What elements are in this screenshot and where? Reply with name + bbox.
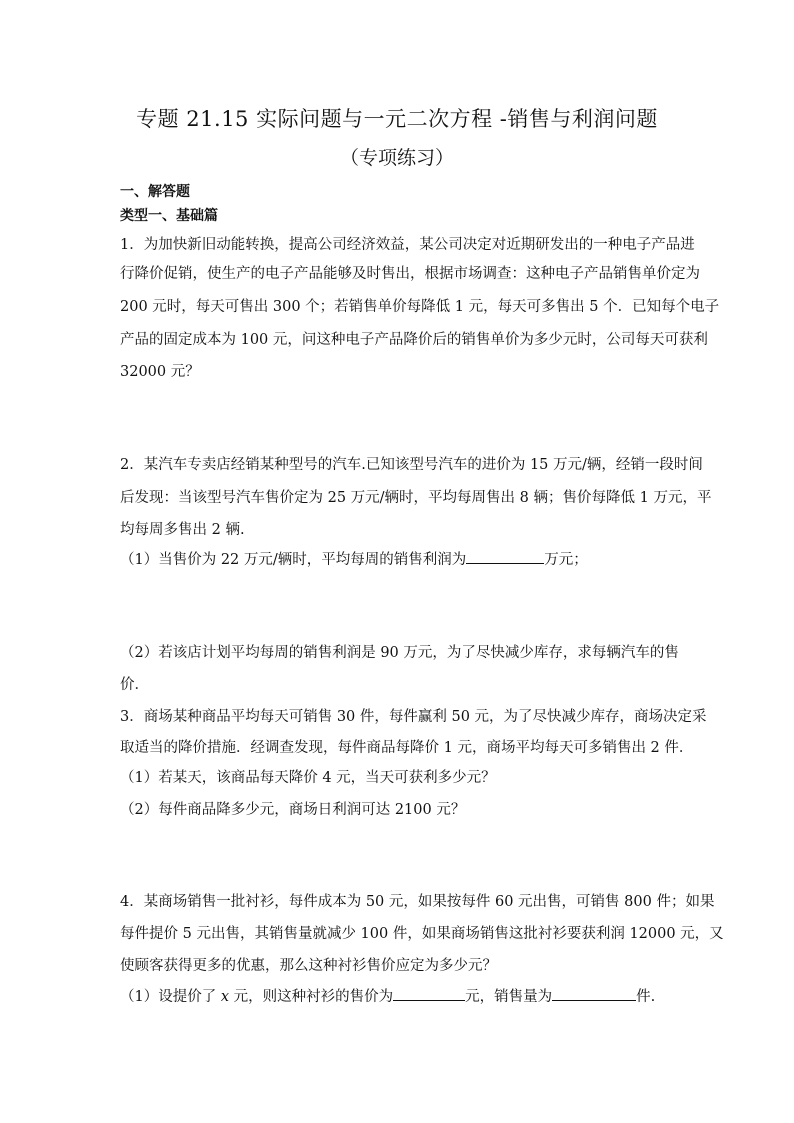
q3-sub-2: （2）每件商品降多少元，商场日利润可达 2100 元？	[120, 802, 466, 818]
q2-sub-1	[120, 549, 588, 571]
q4-sub-1-text-2: 元，则这种衬衫的售价为	[229, 989, 394, 1005]
answer-blank[interactable]	[466, 549, 544, 564]
q4-sub-1-text: （1）设提价了	[120, 989, 221, 1005]
page-subtitle: （专项练习）	[339, 147, 454, 169]
q2-sub-1-text: （1）当售价为 22 万元/辆时，平均每周的销售利润为	[120, 552, 467, 568]
q2-line-3: 均每周多售出 2 辆.	[120, 522, 245, 538]
q2-line-1: 2．某汽车专卖店经销某种型号的汽车.已知该型号汽车的进价为 15 万元/辆，经销一段时间	[120, 457, 703, 473]
q1-line-1: 1．为加快新旧动能转换，提高公司经济效益，某公司决定对近期研发出的一种电子产品进	[120, 237, 695, 253]
q3-line-1: 3．商场某种商品平均每天可销售 30 件，每件赢利 50 元，为了尽快减少库存，商场决定采	[120, 709, 707, 725]
q1-line-3: 200 元时，每天可售出 300 个；若销售单价每降低 1 元，每天可多售出 5 个．已知每个电子	[120, 299, 720, 315]
answer-blank-quantity[interactable]	[552, 986, 636, 1001]
q2-sub-2-line-2: 价．	[120, 677, 149, 693]
answer-blank-price[interactable]	[393, 986, 465, 1001]
q1-line-4: 产品的固定成本为 100 元，问这种电子产品降价后的销售单价为多少元时，公司每天可获利	[120, 332, 708, 348]
type-heading: 类型一、基础篇	[120, 208, 218, 224]
q4-sub-1-text-3: 元，销售量为	[465, 989, 553, 1005]
q2-line-2: 后发现：当该型号汽车售价定为 25 万元/辆时，平均每周售出 8 辆；售价每降低 1 万元，平	[120, 490, 712, 506]
q4-sub-1	[120, 986, 655, 1008]
q2-sub-2-line-1: （2）若该店计划平均每周的销售利润是 90 万元，为了尽快减少库存，求每辆汽车的售	[120, 645, 679, 661]
q3-line-2: 取适当的降价措施．经调查发现，每件商品每降价 1 元，商场平均每天可多销售出 2 件．	[120, 740, 694, 756]
page-title: 专题 21.15 实际问题与一元二次方程 -销售与利润问题	[136, 107, 658, 131]
variable-x: x	[220, 989, 230, 1005]
q3-sub-1: （1）若某天，该商品每天降价 4 元，当天可获利多少元？	[120, 770, 496, 786]
q1-line-5: 32000 元？	[120, 364, 200, 380]
q4-line-2: 每件提价 5 元出售，其销售量就减少 100 件，如果商场销售这批衬衫要获利润 12000 元，又	[120, 926, 724, 942]
q1-line-2: 行降价促销，使生产的电子产品能够及时售出，根据市场调查：这种电子产品销售单价定为	[120, 266, 700, 282]
q4-sub-1-text-4: 件.	[636, 989, 656, 1005]
q2-sub-1-unit: 万元；	[544, 552, 588, 568]
section-heading: 一、解答题	[120, 184, 190, 200]
q4-line-1: 4．某商场销售一批衬衫，每件成本为 50 元，如果按每件 60 元出售，可销售 800 件；如果	[120, 894, 715, 910]
q4-line-3: 使顾客获得更多的优惠，那么这种衬衫售价应定为多少元？	[120, 958, 497, 974]
